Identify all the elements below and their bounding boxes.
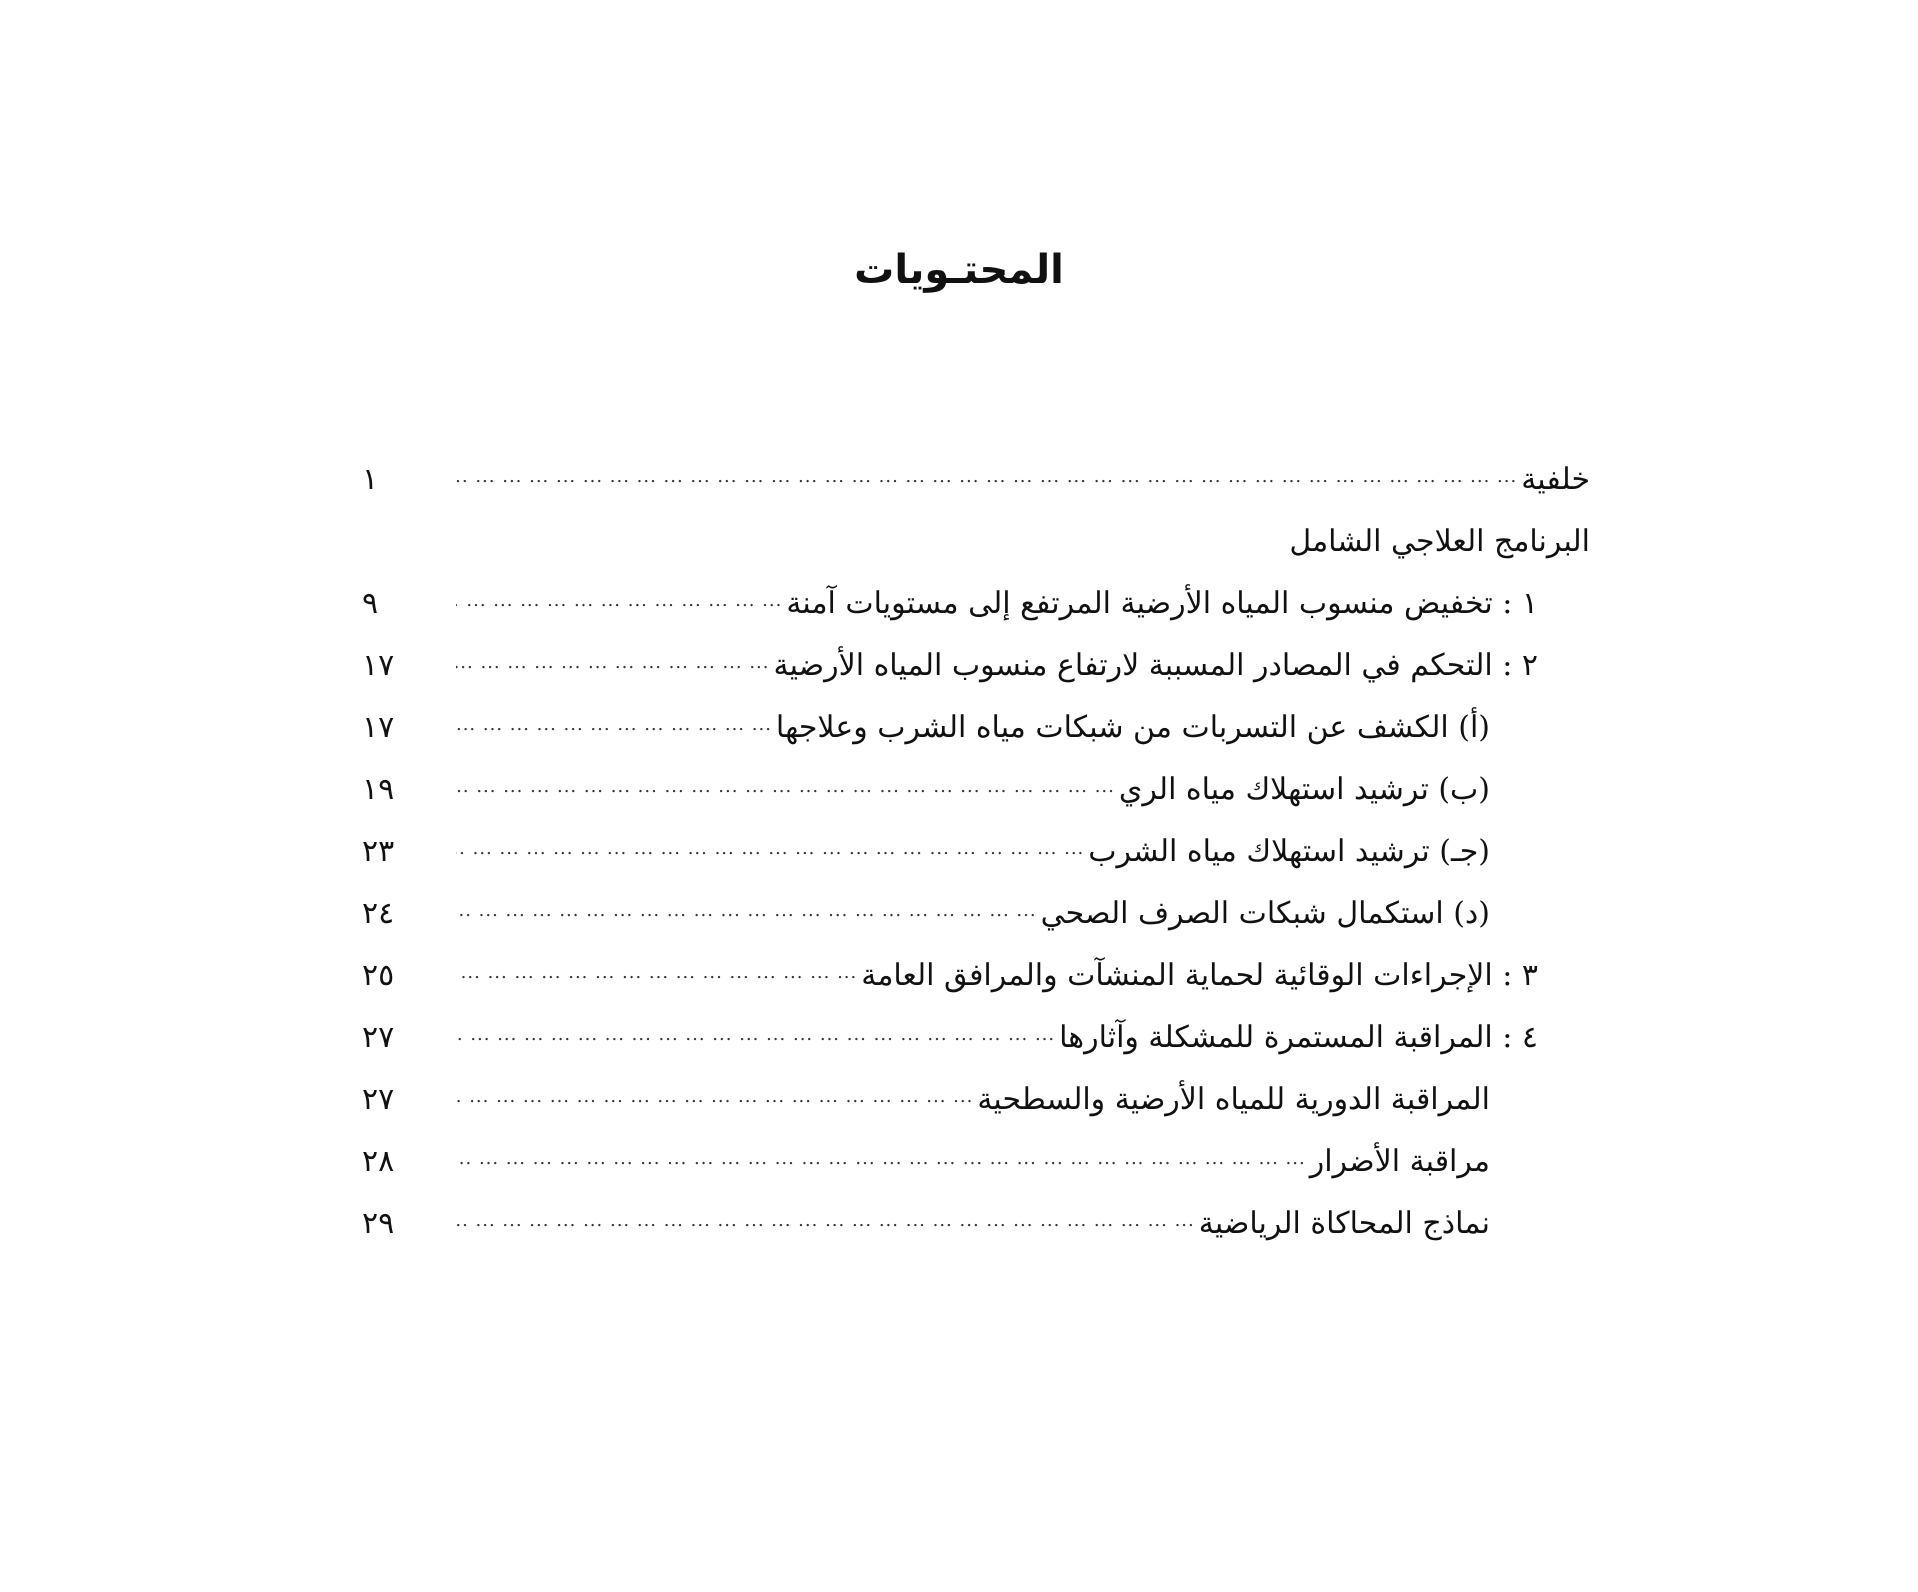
toc-entry-label: ٣ : الإجراءات الوقائية لحماية المنشآت والمرافق العامة [861,957,1538,993]
dot-leader [456,1208,1195,1238]
toc-entry-page: ١٧ [362,709,395,745]
dot-leader [456,1084,973,1114]
page-title: المحتـويات [854,247,1064,293]
dot-leader [456,712,772,742]
toc-entry-page: ١ [362,461,379,497]
toc-entry-4[interactable] [340,1006,1590,1068]
toc-entry-4b[interactable] [340,1130,1590,1192]
dot-leader [456,1022,1055,1052]
toc-entry-2[interactable] [340,634,1590,696]
toc-entry-label: المراقبة الدورية للمياه الأرضية والسطحية [977,1081,1490,1117]
toc-entry-page: ٢٧ [362,1081,395,1117]
toc-section-heading [340,510,1590,572]
table-of-contents [340,448,1590,1254]
toc-entry-page: ٢٣ [362,833,395,869]
dot-leader [456,898,1037,928]
toc-entry-page: ٢٩ [362,1205,395,1241]
toc-entry-label: (ب) ترشيد استهلاك مياه الري [1118,771,1490,807]
toc-entry-label: ٢ : التحكم في المصادر المسببة لارتفاع منسوب المياه الأرضية [773,647,1538,683]
toc-entry-page: ٢٥ [362,957,395,993]
toc-entry-page: ٢٨ [362,1143,395,1179]
toc-entry-2a[interactable] [340,696,1590,758]
toc-entry-4a[interactable] [340,1068,1590,1130]
toc-entry-label: خلفية [1521,461,1590,497]
dot-leader [456,464,1517,494]
toc-entry-2b[interactable] [340,758,1590,820]
toc-entry-label: (د) استكمال شبكات الصرف الصحي [1040,895,1490,931]
dot-leader [456,774,1115,804]
toc-entry-label: مراقبة الأضرار [1309,1143,1490,1179]
dot-leader [456,1146,1306,1176]
toc-entry-page: ٩ [362,585,379,621]
toc-entry-page: ٢٤ [362,895,395,931]
toc-entry-page: ١٧ [362,647,395,683]
toc-entry-background[interactable] [340,448,1590,510]
toc-entry-label: (جـ) ترشيد استهلاك مياه الشرب [1088,833,1490,869]
toc-entry-1[interactable] [340,572,1590,634]
dot-leader [456,960,857,990]
toc-entry-3[interactable] [340,944,1590,1006]
dot-leader [456,836,1084,866]
toc-entry-4c[interactable] [340,1192,1590,1254]
toc-entry-label: ٤ : المراقبة المستمرة للمشكلة وآثارها [1059,1019,1538,1055]
toc-section-label: البرنامج العلاجي الشامل [1289,523,1590,559]
toc-entry-2d[interactable] [340,882,1590,944]
toc-entry-label: ١ : تخفيض منسوب المياه الأرضية المرتفع إلى مستويات آمنة [786,585,1538,621]
toc-entry-page: ١٩ [362,771,395,807]
toc-entry-label: (أ) الكشف عن التسربات من شبكات مياه الشرب وعلاجها [775,709,1490,745]
dot-leader [456,588,782,618]
toc-entry-page: ٢٧ [362,1019,395,1055]
toc-entry-2c[interactable] [340,820,1590,882]
dot-leader [456,650,770,680]
toc-entry-label: نماذج المحاكاة الرياضية [1198,1205,1490,1241]
